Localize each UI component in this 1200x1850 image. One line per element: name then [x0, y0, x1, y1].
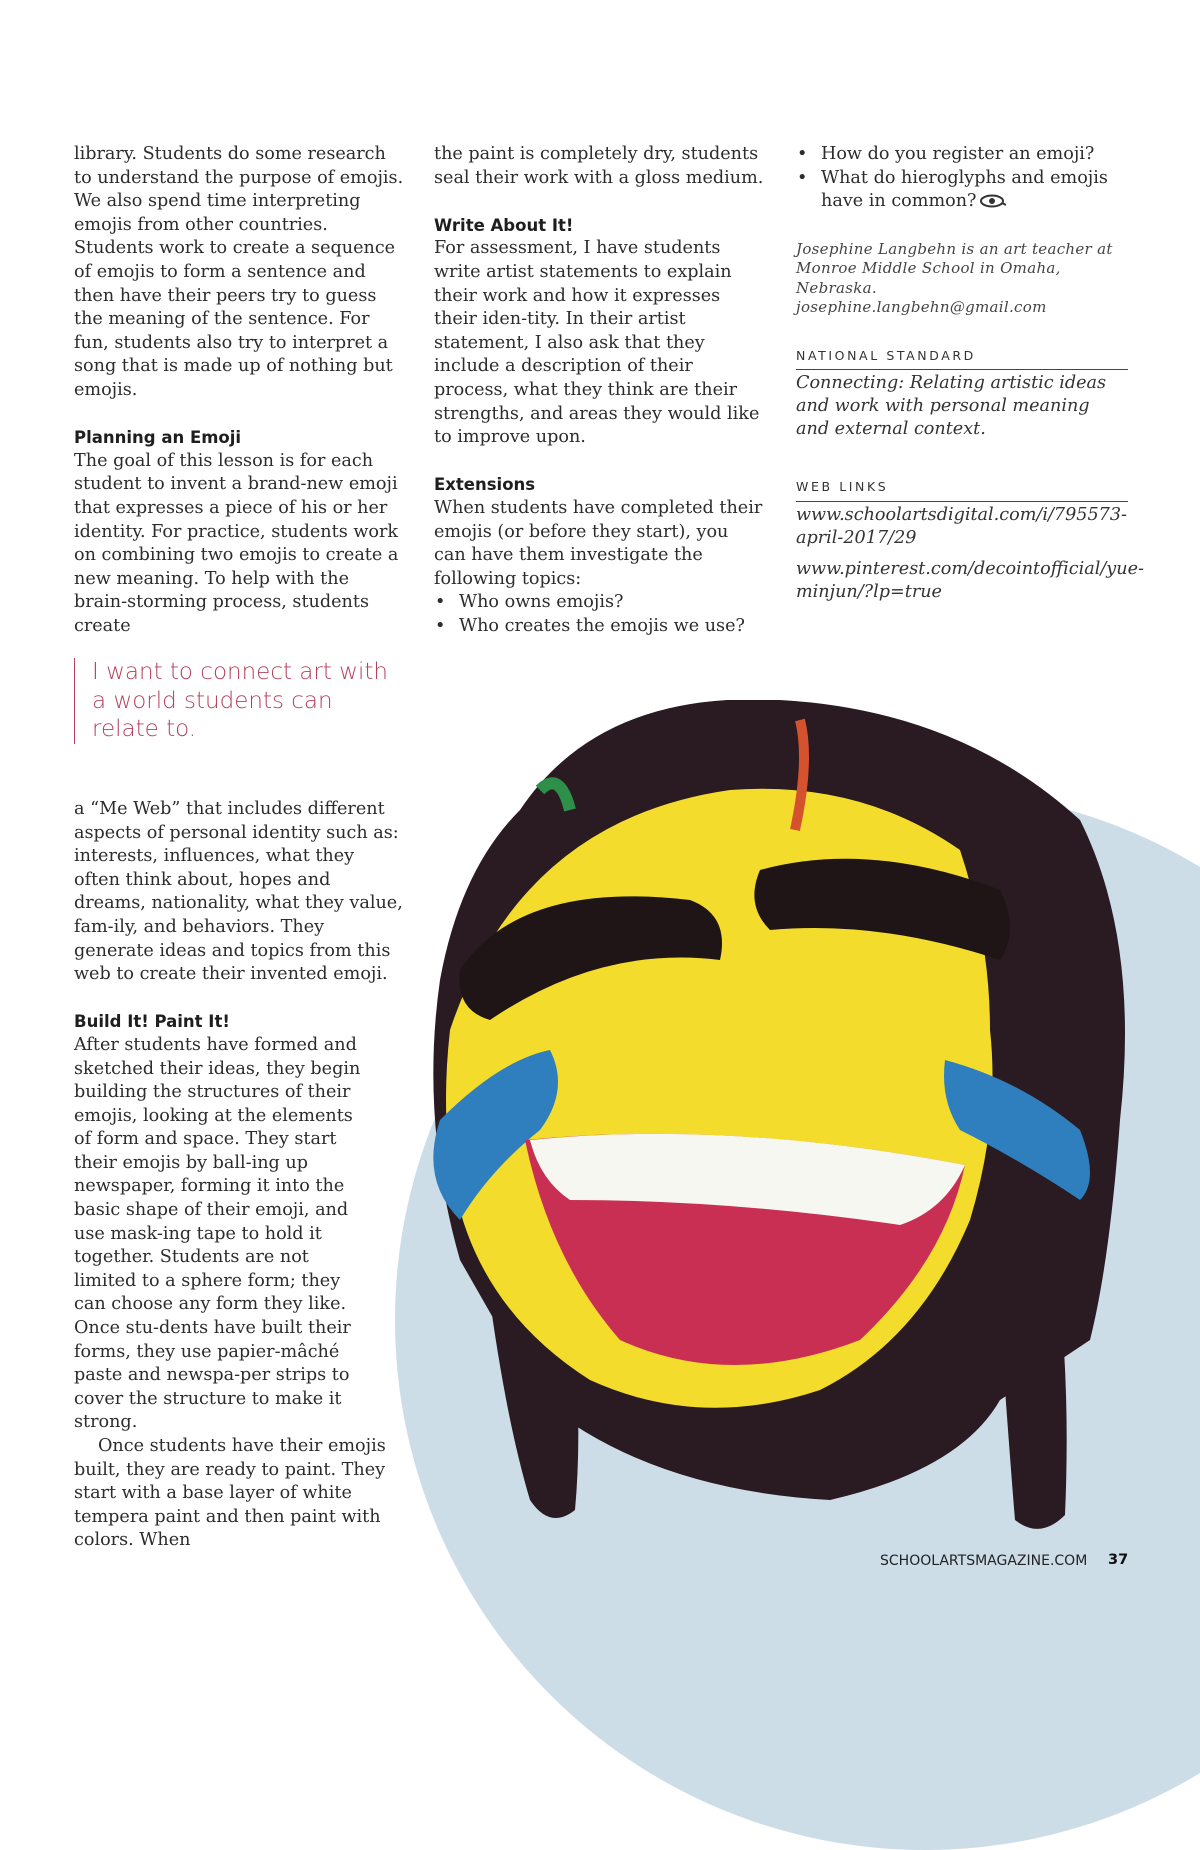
body-paragraph: a “Me Web” that includes different aspects of personal identity such as: interests, influences, what they often think about, hopes and dreams, nationality, what they value, fam-ily, and behaviors. They generate ideas and topics from this web to create their invented emoji.	[74, 798, 403, 985]
list-item: • How do you register an emoji?	[796, 143, 1128, 167]
web-link-schoolarts[interactable]: www.schoolartsdigital.com/i/795573-april-2017/29	[796, 504, 1127, 548]
pull-quote: I want to connect art with a world students can relate to.	[74, 658, 404, 744]
column-2	[434, 143, 764, 638]
list-item: • Who creates the emojis we use?	[434, 615, 764, 639]
national-standard-text: Connecting: Relating artistic ideas and work with personal meaning and external context.	[796, 373, 1107, 440]
body-paragraph: the paint is completely dry, students seal their work with a gloss medium.	[434, 144, 764, 188]
section-heading-planning: Planning an Emoji	[74, 428, 242, 448]
column-1	[74, 143, 404, 1553]
page-number: 37	[1108, 1552, 1129, 1568]
topic-list	[434, 591, 764, 638]
web-links-label: WEB LINKS	[796, 475, 1128, 502]
topic-list	[796, 143, 1128, 216]
emoji-sculpture-image	[400, 700, 1180, 1560]
author-bio: Josephine Langbehn is an art teacher at Monroe Middle School in Omaha, Nebraska. josephine.langbehn@gmail.com	[796, 239, 1113, 317]
body-paragraph: library. Students do some research to understand the purpose of emojis. We also spend time interpreting emojis from other countries. Students work to create a sequence of emojis to form a sentence and then have their peers try to guess the meaning of the sentence. For fun, students also try to interpret a song that is made up of nothing but emojis.	[74, 144, 404, 400]
list-item: • Who owns emojis?	[434, 591, 764, 615]
end-mark-icon	[980, 192, 1006, 216]
body-paragraph: Once students have their emojis built, they are ready to paint. They start with a base layer of white tempera paint and then paint with colors. When	[74, 1436, 386, 1551]
section-heading-write: Write About It!	[434, 215, 574, 235]
body-paragraph: For assessment, I have students write artist statements to explain their work and how it expresses their iden-tity. In their artist statement, I also ask that they include a description of their process, what they think are their strengths, and areas they would like to improve upon.	[434, 238, 760, 448]
body-paragraph: The goal of this lesson is for each student to invent a brand-new emoji that expresses a piece of his or her identity. For practice, students work on combining two emojis to create a new meaning. To help with the brain-storming process, students create	[74, 450, 399, 636]
column-3	[796, 143, 1144, 604]
body-paragraph: When students have completed their emojis (or before they start), you can have them investigate the following topics:	[434, 497, 763, 589]
section-heading-extensions: Extensions	[434, 475, 536, 495]
national-standard-label: NATIONAL STANDARD	[796, 344, 1128, 371]
web-link-pinterest[interactable]: www.pinterest.com/decointofficial/yue-minjun/?lp=true	[796, 558, 1144, 602]
footer-site: SCHOOLARTSMAGAZINE.COM	[880, 1553, 1088, 1569]
body-paragraph: After students have formed and sketched their ideas, they begin building the structures of their emojis, looking at the elements of form and space. They start their emojis by ball-ing up newspaper, forming it into the basic shape of their emoji, and use mask-ing tape to hold it together. Students are not limited to a sphere form; they can choose any form they like. Once stu-dents have built their forms, they use papier-mâché paste and newspa-per strips to cover the structure to make it strong.	[74, 1034, 361, 1433]
list-item	[796, 167, 1128, 216]
list-item-text: What do hieroglyphs and emojis have in common?	[821, 167, 1108, 212]
section-heading-build: Build It! Paint It!	[74, 1012, 230, 1032]
